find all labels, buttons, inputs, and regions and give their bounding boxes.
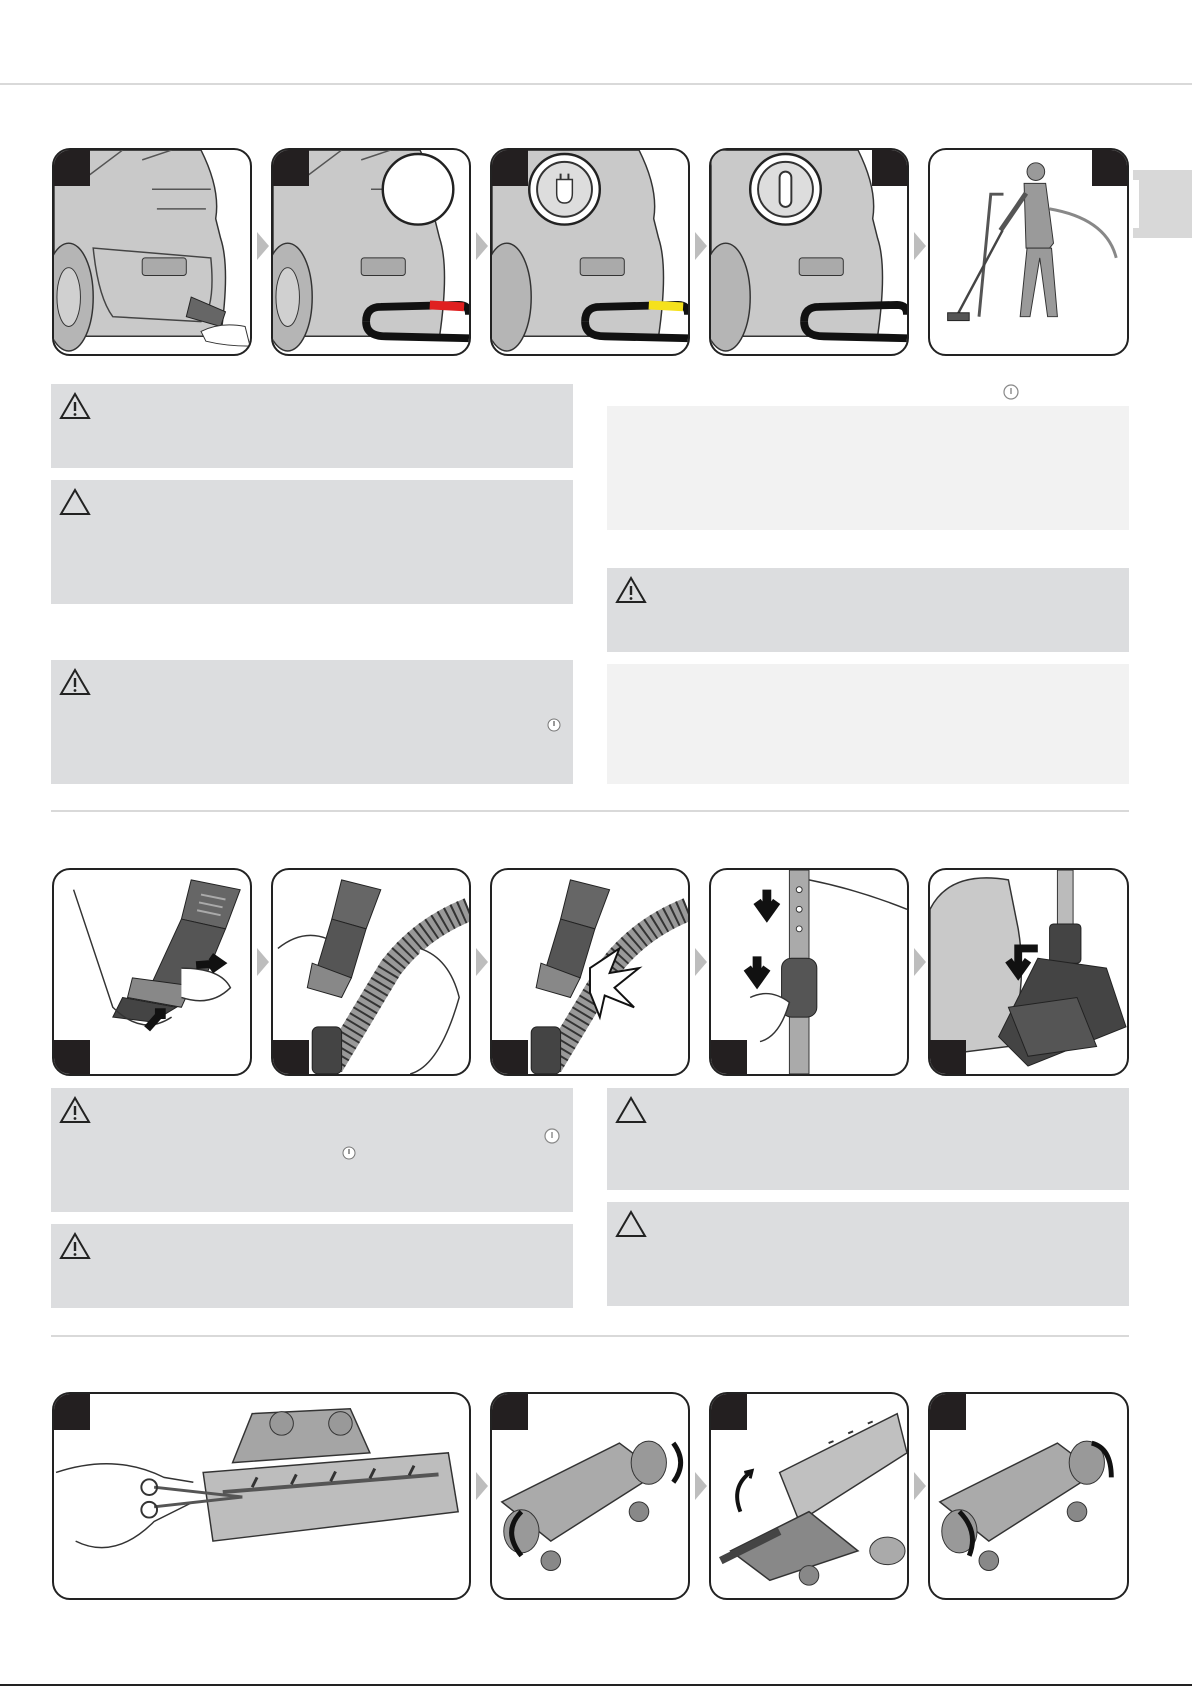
step-panel-hose-connect (271, 868, 471, 1076)
step-panel-hose-yellow (490, 148, 690, 356)
caution-box-2 (607, 1088, 1129, 1190)
step-badge (1092, 150, 1128, 186)
warning-box-4 (51, 1088, 573, 1212)
step-badge (711, 1394, 747, 1430)
step-panel-release-clips (490, 1392, 690, 1600)
note-box-1 (607, 406, 1129, 530)
section-divider-1 (51, 810, 1129, 812)
caution-box-1 (51, 480, 573, 604)
step-panel-cut-brush (52, 1392, 471, 1600)
note-box-2 (607, 664, 1129, 784)
side-tab (1133, 170, 1192, 238)
chevron-right-icon (476, 948, 488, 976)
warning-box-1 (51, 384, 573, 468)
warning-box-5 (51, 1224, 573, 1308)
caution-box-3 (607, 1202, 1129, 1306)
section-divider-2 (51, 1335, 1129, 1337)
step-panel-hose-click (490, 868, 690, 1076)
power-icon (1003, 384, 1019, 400)
step-panel-vacuuming (928, 148, 1129, 356)
step-panel-wand-adjust (709, 868, 909, 1076)
step-badge (54, 150, 90, 186)
caution-triangle-icon (615, 1096, 647, 1124)
caution-triangle-icon (615, 1210, 647, 1238)
step-panel-close-clips (928, 1392, 1129, 1600)
warning-triangle-icon (59, 392, 91, 420)
chevron-right-icon (914, 232, 926, 260)
step-panel-power-button (709, 148, 909, 356)
power-cycle-icon (342, 1146, 356, 1160)
step-panel-hose-red (271, 148, 471, 356)
chevron-right-icon (257, 232, 269, 260)
chevron-right-icon (476, 232, 488, 260)
power-cycle-icon (547, 718, 561, 732)
step-badge (492, 150, 528, 186)
side-tab-notch (1133, 180, 1139, 228)
warning-box-2 (51, 660, 573, 784)
warning-box-3 (607, 568, 1129, 652)
power-icon (544, 1128, 560, 1144)
header-rule (0, 83, 1192, 85)
step-badge (54, 1394, 90, 1430)
step-badge (930, 1040, 966, 1076)
chevron-right-icon (257, 948, 269, 976)
step-panel-open-soleplate (709, 1392, 909, 1600)
step-panel-unplug (52, 148, 252, 356)
warning-triangle-icon (59, 1096, 91, 1124)
chevron-right-icon (695, 948, 707, 976)
step-badge (492, 1394, 528, 1430)
step-badge (930, 1394, 966, 1430)
step-badge (492, 1040, 528, 1076)
step-badge (273, 1040, 309, 1076)
step-badge (711, 1040, 747, 1076)
chevron-right-icon (914, 948, 926, 976)
caution-triangle-icon (59, 488, 91, 516)
chevron-right-icon (476, 1472, 488, 1500)
step-panel-floor-tool (928, 868, 1129, 1076)
chevron-right-icon (695, 1472, 707, 1500)
chevron-right-icon (695, 232, 707, 260)
step-panel-attach-brush (52, 868, 252, 1076)
step-badge (54, 1040, 90, 1076)
step-badge (273, 150, 309, 186)
warning-triangle-icon (59, 1232, 91, 1260)
step-badge (872, 150, 908, 186)
chevron-right-icon (914, 1472, 926, 1500)
warning-triangle-icon (615, 576, 647, 604)
warning-triangle-icon (59, 668, 91, 696)
